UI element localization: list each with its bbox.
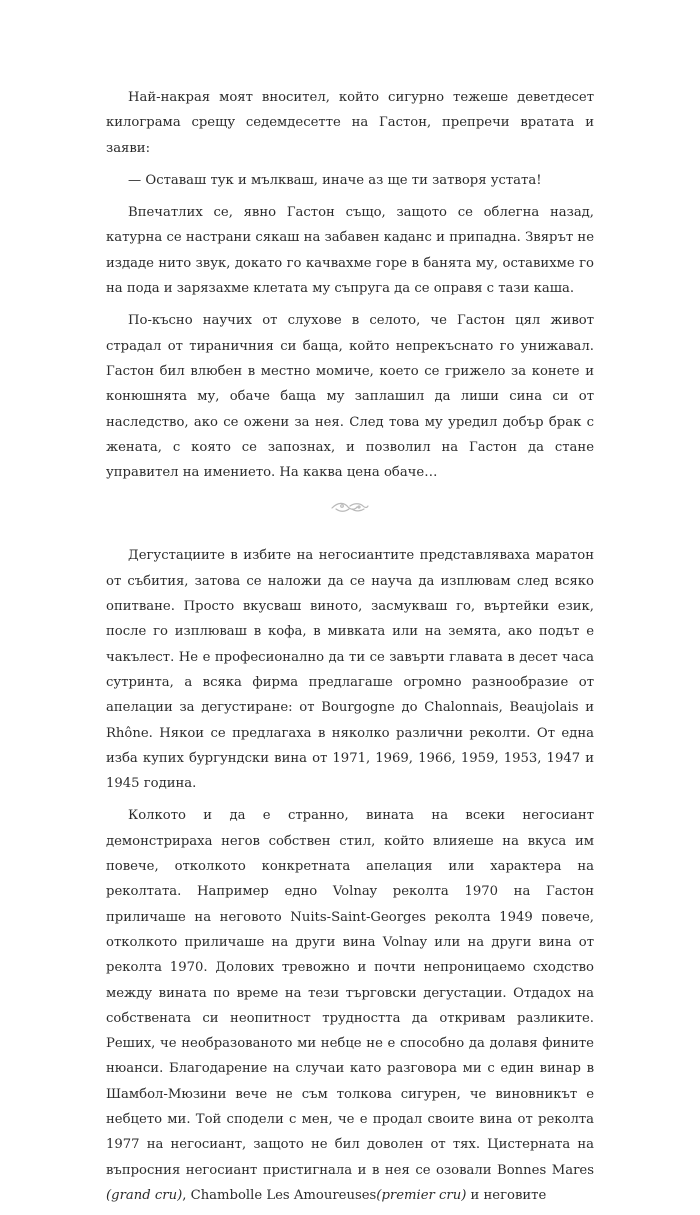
premier-cru-term: (premier cru) <box>376 1187 467 1203</box>
paragraph-text: Колкото и да е странно, вината на всеки негосиант демонстрираха негов собствен стил, който влияеше на вкуса им повече, отколкото конкретната апелация или характера на реколтата. Например едно Volnay реколта 1970 на Гастон приличаше на неговото Nuits-Saint-Georges реколта 1949 повече, отколкото приличаше на други вина Volnay или на други вина от реколта 1970. Долових тревожно и почти непроницаемо сходство между вината по време на тези търговски дегустации. Отдадох на собствената си неопитност трудността да откривам разликите. Реших, че необразованото ми небце не е способно да долавя фините нюанси. Благодарение на случаи като разговора ми с един винар в Шамбол-Мюзини вече не съм толкова сигурен, че виновникът е небцето ми. Той сподели с мен, че е продал своите вина от реколта 1977 на негосиант, защото не бил доволен от тях. Цистерната на въпросния негосиант пристигнала и в нея се озовали Bonnes Mares <box>106 808 594 1178</box>
paragraph: Впечатлих се, явно Гастон също, защото се облегна назад, катурна се настрани сякаш на забавен каданс и припадна. Звярът не издаде нито звук, докато го качвахме горе в банята му, оставихме го на пода и зарязахме клетата му съпруга да се оправя с тази каша. <box>106 205 594 297</box>
dialogue-line: — Оставаш тук и мълкваш, иначе аз ще ти затворя устата! <box>128 172 542 188</box>
paragraph-text: и неговите <box>466 1187 547 1203</box>
paragraph: Най-накрая моят вносител, който сигурно тежеше деветдесет килограма срещу седемдесетте на Гастон, препречи вратата и заяви: <box>106 90 594 156</box>
grand-cru-term: (grand cru) <box>106 1187 183 1203</box>
paragraph-text: , Chambolle Les Amoureuses <box>182 1187 377 1203</box>
paragraph <box>106 803 594 1208</box>
paragraph: По-късно научих от слухове в селото, че Гастон цял живот страдал от тираничния си баща, който непрекъснато го унижавал. Гастон бил влюбен в местно момиче, което се грижело за конете и конюшнята му, обаче баща му заплашил да лиши сина си от наследство, ако се ожени за нея. След това му уредил добър брак с жената, с която се запознах, и позволил на Гастон да стане управител на имението. На каква цена обаче… <box>106 313 594 481</box>
fleuron-ornament-icon <box>330 499 370 515</box>
body-text <box>106 85 594 1215</box>
paragraph: Дегустациите в избите на негосиантите представляваха маратон от събития, затова се наложи да се науча да изплювам след всяко опитване. Просто вкусваш виното, засмукваш го, въртейки език, после го изплюваш в кофа, в мивката или на земята, ако подът е чакълест. Не е професионално да ти се завърти главата в десет часа сутринта, а всяка фирма предлагаше огромно разнообразие от апелации за дегустиране: от Bourgogne до Chalonnais, Beaujolais и Rhône. Някои се предлагаха в няколко различни реколти. От една изба купих бургундски вина от 1971, 1969, 1966, 1959, 1953, 1947 и 1945 година. <box>106 548 594 792</box>
section-divider <box>106 499 594 525</box>
